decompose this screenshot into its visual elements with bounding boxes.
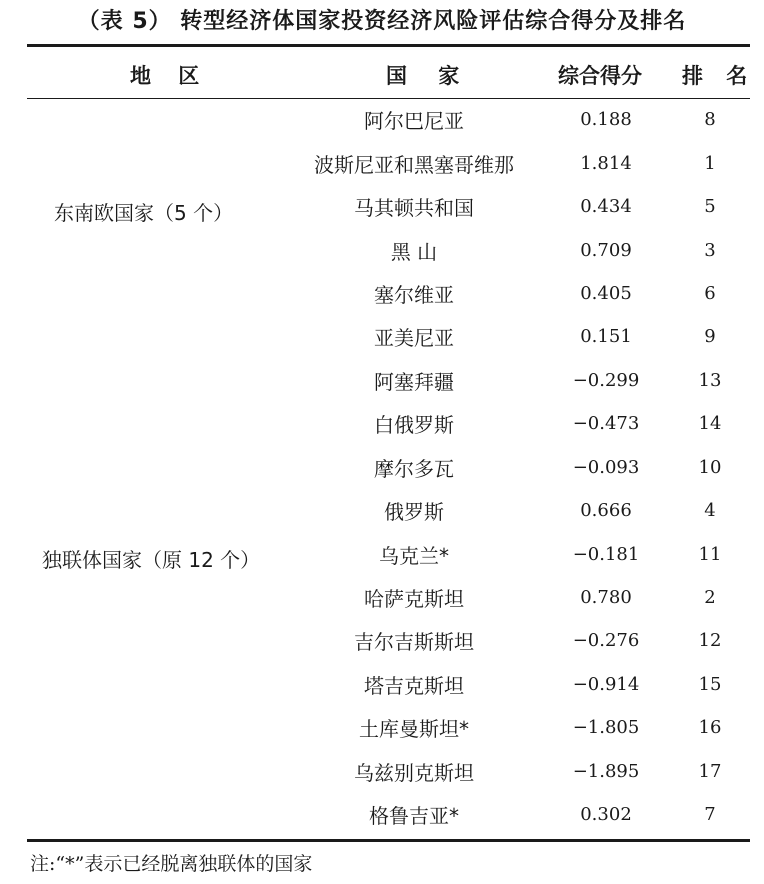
table-row	[0, 141, 764, 184]
country-cell: 波斯尼亚和黑塞哥维那	[314, 152, 514, 177]
rank-cell: 3	[704, 239, 716, 261]
country-cell: 阿塞拜疆	[374, 369, 454, 394]
header-region: 地 区	[130, 64, 210, 88]
footnote: 注:“*”表示已经脱离独联体的国家	[30, 853, 313, 875]
country-cell: 格鲁吉亚*	[369, 804, 459, 829]
rank-cell: 4	[704, 500, 716, 522]
rank-cell: 12	[698, 630, 722, 652]
country-cell: 塞尔维亚	[374, 282, 454, 307]
country-cell: 黑 山	[390, 239, 438, 264]
country-cell: 阿尔巴尼亚	[364, 109, 464, 134]
top-rule	[27, 44, 750, 47]
score-cell: −0.473	[572, 413, 640, 435]
table-row	[0, 315, 764, 358]
score-cell: 0.780	[580, 587, 632, 609]
table-row	[0, 532, 764, 575]
rank-cell: 16	[698, 717, 722, 739]
header-score: 综合得分	[558, 64, 642, 88]
rank-cell: 11	[698, 543, 722, 565]
score-cell: 0.405	[580, 282, 632, 304]
header-country: 国 家	[386, 64, 472, 88]
rank-cell: 9	[704, 326, 716, 348]
score-cell: 0.302	[580, 804, 632, 826]
rank-cell: 10	[698, 456, 722, 478]
region-southeast-europe: 东南欧国家（5 个）	[54, 201, 234, 225]
table-row	[0, 663, 764, 706]
score-cell: −1.895	[572, 760, 640, 782]
rank-cell: 8	[704, 109, 716, 131]
table-row	[0, 272, 764, 315]
table-row	[0, 402, 764, 445]
bottom-rule	[27, 839, 750, 842]
country-cell: 白俄罗斯	[374, 413, 454, 438]
rank-cell: 15	[698, 673, 722, 695]
country-cell: 马其顿共和国	[354, 196, 474, 221]
country-cell: 土库曼斯坦*	[359, 717, 469, 742]
rank-cell: 13	[698, 369, 722, 391]
table-row	[0, 359, 764, 402]
country-cell: 塔吉克斯坦	[364, 673, 464, 698]
table-body	[0, 98, 764, 836]
table-row	[0, 98, 764, 141]
table-row	[0, 228, 764, 271]
table-row	[0, 185, 764, 228]
rank-cell: 1	[704, 152, 716, 174]
country-cell: 亚美尼亚	[374, 326, 454, 351]
country-cell: 吉尔吉斯斯坦	[354, 630, 474, 655]
table-row	[0, 576, 764, 619]
region-cis: 独联体国家（原 12 个）	[42, 548, 261, 572]
rank-cell: 5	[704, 196, 716, 218]
table-row	[0, 706, 764, 749]
score-cell: −1.805	[572, 717, 640, 739]
table-title: （表 5） 转型经济体国家投资经济风险评估综合得分及排名	[77, 9, 687, 34]
table-row	[0, 619, 764, 662]
rank-cell: 6	[704, 282, 716, 304]
score-cell: 0.709	[580, 239, 632, 261]
table-row	[0, 750, 764, 793]
country-cell: 哈萨克斯坦	[364, 587, 464, 612]
country-cell: 俄罗斯	[384, 500, 444, 525]
rank-cell: 14	[698, 413, 722, 435]
country-cell: 乌兹别克斯坦	[354, 760, 474, 785]
score-cell: 0.188	[580, 109, 632, 131]
rank-cell: 7	[704, 804, 716, 826]
score-cell: 1.814	[580, 152, 632, 174]
score-cell: −0.276	[572, 630, 640, 652]
rank-cell: 2	[704, 587, 716, 609]
country-cell: 摩尔多瓦	[374, 456, 454, 481]
rank-cell: 17	[698, 760, 722, 782]
score-cell: −0.914	[572, 673, 640, 695]
header-rank: 排 名	[682, 64, 756, 88]
table-row	[0, 446, 764, 489]
score-cell: 0.151	[580, 326, 632, 348]
score-cell: 0.666	[580, 500, 632, 522]
score-cell: −0.093	[572, 456, 640, 478]
table-row	[0, 793, 764, 836]
score-cell: −0.299	[572, 369, 640, 391]
table-row	[0, 489, 764, 532]
country-cell: 乌克兰*	[379, 543, 449, 568]
score-cell: −0.181	[572, 543, 640, 565]
score-cell: 0.434	[580, 196, 632, 218]
